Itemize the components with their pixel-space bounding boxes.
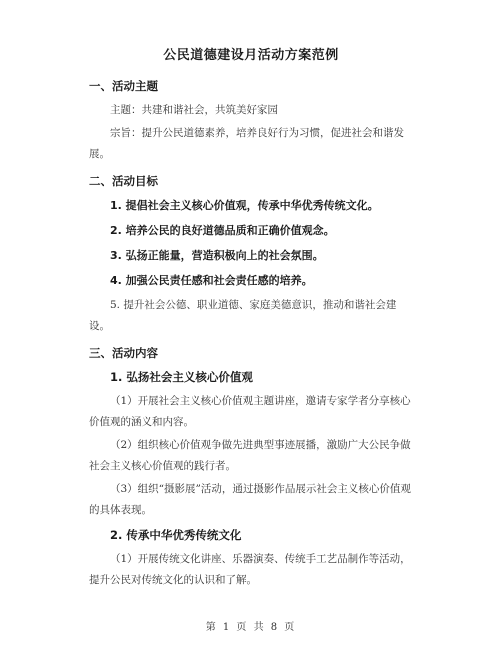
theme-paragraph: 主题：共建和谐社会，共筑美好家园: [110, 104, 278, 116]
content-item: （2）组织核心价值观争做先进典型事迹展播，激励广大公民争做社会主义核心价值观的践行者。: [89, 439, 411, 472]
goal-item: 2. 培养公民的良好道德品质和正确价值观念。: [110, 224, 335, 237]
goal-item: 3. 弘扬正能量，营造积极向上的社会氛围。: [110, 249, 324, 262]
section-heading-content: 三、活动内容: [89, 346, 158, 360]
section-heading-theme: 一、活动主题: [89, 79, 158, 93]
goal-item-5: 5. 提升社会公德、职业道德、家庭美德意识，推动和谐社会建设。: [89, 299, 397, 332]
content-item: （3）组织“摄影展”活动，通过摄影作品展示社会主义核心价值观的具体表现。: [89, 483, 411, 516]
content-item: （1）开展社会主义核心价值观主题讲座，邀请专家学者分享核心价值观的涵义和内容。: [89, 395, 411, 428]
goal-item: 1. 提倡社会主义核心价值观，传承中华优秀传统文化。: [110, 199, 379, 212]
content-item: （1）开展传统文化讲座、乐器演奏、传统手工艺品制作等活动，提升公民对传统文化的认识和了解。: [89, 553, 411, 586]
document-title: 公民道德建设月活动方案范例: [163, 48, 339, 63]
page-footer: 第 1 页 共 8 页: [205, 622, 297, 633]
purpose-paragraph: 宗旨：提升公民道德素养，培养良好行为习惯，促进社会和谐发展。: [89, 127, 404, 160]
subsection-heading-values: 1. 弘扬社会主义核心价值观: [110, 370, 253, 384]
section-heading-goals: 二、活动目标: [89, 174, 158, 188]
subsection-heading-culture: 2. 传承中华优秀传统文化: [110, 528, 242, 542]
goal-item: 4. 加强公民责任感和社会责任感的培养。: [110, 274, 313, 287]
